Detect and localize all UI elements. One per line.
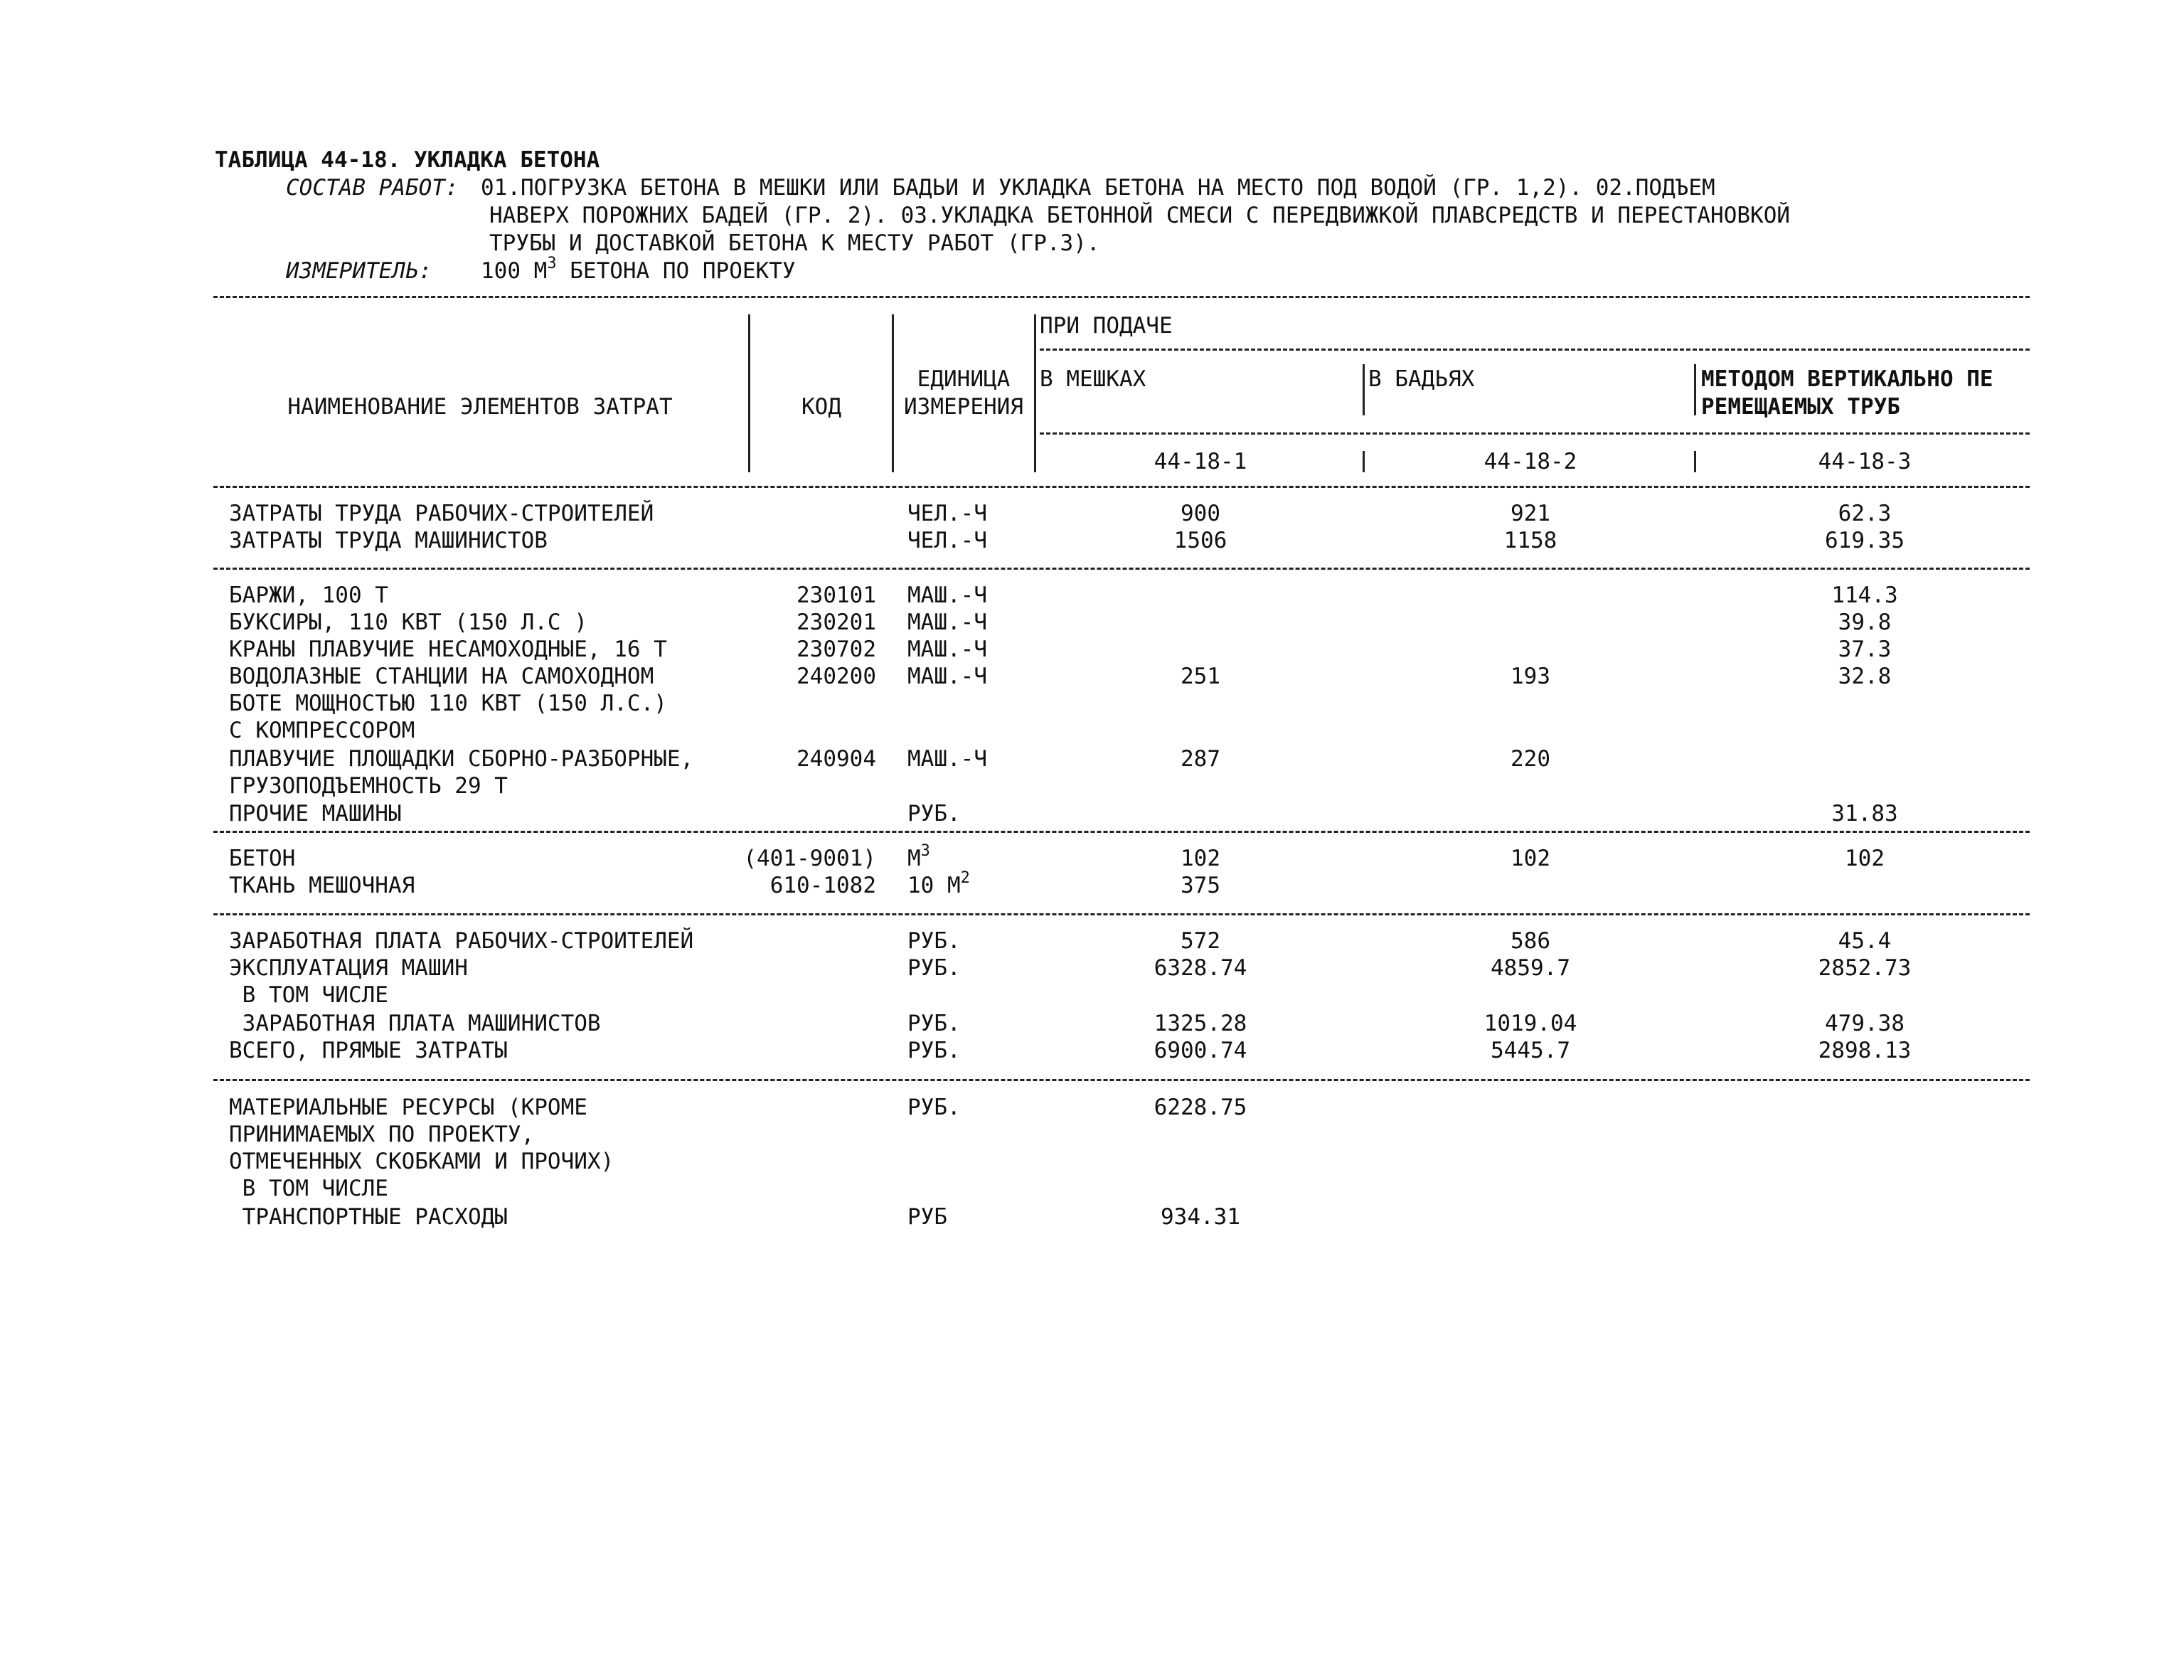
row-unit: ЧЕЛ.-Ч <box>907 501 987 526</box>
measure-value: 100 $М^3$ БЕТОНА ПО ПРОЕКТУ <box>481 255 796 284</box>
row-value-buckets: 921 <box>1511 501 1550 526</box>
row-name: БЕТОН <box>229 846 296 871</box>
row-name: ОТМЕЧЕННЫХ СКОБКАМИ И ПРОЧИХ) <box>229 1149 614 1174</box>
header-code-1: 44-18-1 <box>1154 449 1247 474</box>
row-value-bags: 934.31 <box>1161 1204 1240 1230</box>
col-separator-name <box>748 314 750 472</box>
row-value-pipes: 32.8 <box>1838 664 1892 689</box>
header-code-3: 44-18-3 <box>1818 449 1912 474</box>
row-value-bags: 6900.74 <box>1154 1038 1247 1063</box>
row-code: 610-1082 <box>769 873 876 898</box>
row-name: БУКСИРЫ, 110 КВТ (150 Л.С ) <box>229 610 587 635</box>
header-bags: В МЕШКАХ <box>1040 366 1146 392</box>
row-unit: МАШ.-Ч <box>907 610 987 635</box>
section-rule-3 <box>213 913 2030 915</box>
col-separator-unit <box>1034 314 1036 472</box>
row-name: БАРЖИ, 100 Т <box>229 583 388 608</box>
row-value-bags: 6328.74 <box>1154 955 1247 981</box>
section-rule-1 <box>213 568 2030 570</box>
row-code: 240200 <box>797 664 876 689</box>
header-bottom-rule <box>213 486 2030 488</box>
col-separator-bags-bottom <box>1363 451 1365 472</box>
row-unit: РУБ. <box>907 1011 961 1036</box>
row-unit: РУБ. <box>907 928 961 954</box>
row-value-bags: 900 <box>1181 501 1220 526</box>
row-name: ПЛАВУЧИЕ ПЛОЩАДКИ СБОРНО-РАЗБОРНЫЕ, <box>229 746 694 772</box>
header-rule-supply <box>1040 349 2030 351</box>
row-code: (401-9001) <box>743 846 876 871</box>
row-value-bags: 251 <box>1181 664 1220 689</box>
header-pipes-1: МЕТОДОМ ВЕРТИКАЛЬНО ПЕ <box>1701 366 1993 392</box>
row-name: ЗАТРАТЫ ТРУДА МАШИНИСТОВ <box>229 528 548 553</box>
row-value-bags: 6228.75 <box>1154 1095 1247 1120</box>
row-value-pipes: 619.35 <box>1825 528 1905 553</box>
row-name: ЗАРАБОТНАЯ ПЛАТА РАБОЧИХ-СТРОИТЕЛЕЙ <box>229 928 694 954</box>
row-name: ГРУЗОПОДЪЕМНОСТЬ 29 Т <box>229 773 508 799</box>
row-value-pipes: 31.83 <box>1831 801 1898 826</box>
row-value-pipes: 62.3 <box>1838 501 1892 526</box>
row-value-buckets: 4859.7 <box>1491 955 1570 981</box>
row-unit: МАШ.-Ч <box>907 746 987 772</box>
row-value-pipes: 39.8 <box>1838 610 1892 635</box>
header-supply: ПРИ ПОДАЧЕ <box>1040 313 1173 339</box>
row-name: ТРАНСПОРТНЫЕ РАСХОДЫ <box>229 1204 508 1230</box>
row-value-pipes: 479.38 <box>1825 1011 1905 1036</box>
row-value-bags: 287 <box>1181 746 1220 772</box>
header-rule-codes <box>1040 432 2030 435</box>
row-value-pipes: 114.3 <box>1831 583 1898 608</box>
row-unit: РУБ. <box>907 1038 961 1063</box>
row-value-buckets: 193 <box>1511 664 1550 689</box>
header-buckets: В БАДЬЯХ <box>1368 366 1475 392</box>
section-rule-2 <box>213 831 2030 833</box>
work-composition-label: СОСТАВ РАБОТ: <box>286 175 459 201</box>
row-unit: МАШ.-Ч <box>907 583 987 608</box>
row-unit: РУБ. <box>907 801 961 826</box>
row-value-buckets: 586 <box>1511 928 1550 954</box>
table-title: ТАБЛИЦА 44-18. УКЛАДКА БЕТОНА <box>215 147 600 173</box>
row-value-buckets: 1019.04 <box>1483 1011 1577 1036</box>
row-unit: РУБ. <box>907 1095 961 1120</box>
row-name: В ТОМ ЧИСЛЕ <box>229 1176 388 1201</box>
row-unit: МАШ.-Ч <box>907 664 987 689</box>
header-unit-1: ЕДИНИЦА <box>917 366 1011 392</box>
col-separator-bags-top <box>1363 364 1365 415</box>
col-separator-buckets-top <box>1694 364 1696 415</box>
row-value-bags: 1325.28 <box>1154 1011 1247 1036</box>
row-value-pipes: 102 <box>1845 846 1885 871</box>
work-line-3: ТРУБЫ И ДОСТАВКОЙ БЕТОНА К МЕСТУ РАБОТ (ГР.3). <box>489 230 1100 256</box>
row-unit: РУБ <box>907 1204 947 1230</box>
row-name: ЗАТРАТЫ ТРУДА РАБОЧИХ-СТРОИТЕЛЕЙ <box>229 501 654 526</box>
row-code: 230201 <box>797 610 876 635</box>
row-unit: $М^3$ <box>907 842 930 871</box>
section-rule-4 <box>213 1079 2030 1081</box>
row-name: БОТЕ МОЩНОСТЬЮ 110 КВТ (150 Л.С.) <box>229 691 667 716</box>
row-name: ПРИНИМАЕМЫХ ПО ПРОЕКТУ, <box>229 1122 535 1147</box>
row-name: МАТЕРИАЛЬНЫЕ РЕСУРСЫ (КРОМЕ <box>229 1095 587 1120</box>
row-name: В ТОМ ЧИСЛЕ <box>229 982 388 1008</box>
row-name: ТКАНЬ МЕШОЧНАЯ <box>229 873 415 898</box>
row-name: ВСЕГО, ПРЯМЫЕ ЗАТРАТЫ <box>229 1038 508 1063</box>
table-top-rule <box>213 296 2030 298</box>
row-value-buckets: 5445.7 <box>1491 1038 1570 1063</box>
row-value-buckets: 1158 <box>1503 528 1557 553</box>
row-value-bags: 102 <box>1181 846 1220 871</box>
row-code: 230702 <box>797 637 876 662</box>
row-code: 240904 <box>797 746 876 772</box>
header-unit-2: ИЗМЕРЕНИЯ <box>904 394 1023 420</box>
header-name: НАИМЕНОВАНИЕ ЭЛЕМЕНТОВ ЗАТРАТ <box>287 394 673 420</box>
header-pipes-2: РЕМЕЩАЕМЫХ ТРУБ <box>1701 394 1900 420</box>
row-value-bags: 1506 <box>1173 528 1227 553</box>
row-name: ВОДОЛАЗНЫЕ СТАНЦИИ НА САМОХОДНОМ <box>229 664 654 689</box>
row-value-bags: 572 <box>1181 928 1220 954</box>
row-name: ЗАРАБОТНАЯ ПЛАТА МАШИНИСТОВ <box>229 1011 601 1036</box>
row-name: КРАНЫ ПЛАВУЧИЕ НЕСАМОХОДНЫЕ, 16 Т <box>229 637 667 662</box>
row-name: С КОМПРЕССОРОМ <box>229 718 415 743</box>
row-value-pipes: 37.3 <box>1838 637 1892 662</box>
row-name: ЭКСПЛУАТАЦИЯ МАШИН <box>229 955 468 981</box>
header-code-2: 44-18-2 <box>1483 449 1577 474</box>
work-line-2: НАВЕРХ ПОРОЖНИХ БАДЕЙ (ГР. 2). 03.УКЛАДКА БЕТОННОЙ СМЕСИ С ПЕРЕДВИЖКОЙ ПЛАВСРЕДСТВ И ПЕРЕСТАНОВКОЙ <box>489 203 1791 228</box>
measure-label: ИЗМЕРИТЕЛЬ: <box>286 258 432 284</box>
row-value-bags: 375 <box>1181 873 1220 898</box>
row-value-buckets: 220 <box>1511 746 1550 772</box>
row-value-pipes: 45.4 <box>1838 928 1892 954</box>
row-value-buckets: 102 <box>1511 846 1550 871</box>
header-code: КОД <box>801 394 841 420</box>
row-value-pipes: 2852.73 <box>1818 955 1912 981</box>
col-separator-code <box>892 314 894 472</box>
row-code: 230101 <box>797 583 876 608</box>
row-unit: ЧЕЛ.-Ч <box>907 528 987 553</box>
row-unit: 10 $М^2$ <box>907 869 970 898</box>
row-value-pipes: 2898.13 <box>1818 1038 1912 1063</box>
row-unit: МАШ.-Ч <box>907 637 987 662</box>
col-separator-buckets-bottom <box>1694 451 1696 472</box>
row-name: ПРОЧИЕ МАШИНЫ <box>229 801 402 826</box>
row-unit: РУБ. <box>907 955 961 981</box>
work-line-1: 01.ПОГРУЗКА БЕТОНА В МЕШКИ ИЛИ БАДЬИ И УКЛАДКА БЕТОНА НА МЕСТО ПОД ВОДОЙ (ГР. 1,2). 02.ПОДЪЕМ <box>481 175 1715 201</box>
